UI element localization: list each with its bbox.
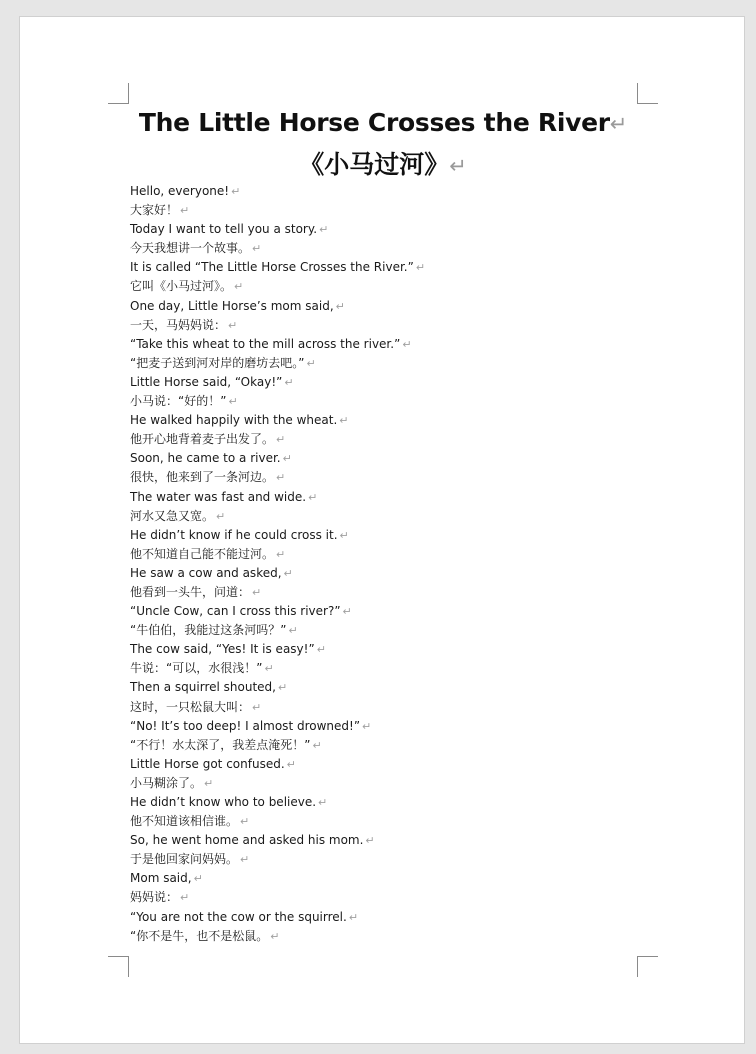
line-text[interactable]: He walked happily with the wheat. xyxy=(130,413,338,428)
paragraph-mark-icon: ↵ xyxy=(449,154,467,178)
paragraph-mark-icon: ↵ xyxy=(240,815,250,829)
line-text[interactable]: 小马糊涂了。 xyxy=(130,775,203,790)
paragraph-mark-icon: ↵ xyxy=(180,204,190,218)
document-line[interactable] xyxy=(130,373,630,392)
paragraph-mark-icon: ↵ xyxy=(335,299,345,313)
crop-mark-top-left xyxy=(108,83,129,104)
line-text[interactable]: Little Horse said, “Okay!” xyxy=(130,374,283,389)
paragraph-mark-icon: ↵ xyxy=(180,891,190,905)
document-line[interactable] xyxy=(130,698,630,717)
document-line[interactable] xyxy=(130,927,630,946)
document-line[interactable] xyxy=(130,411,630,430)
document-line[interactable] xyxy=(130,201,630,220)
line-text[interactable]: 他不知道该相信谁。 xyxy=(130,814,239,829)
line-text[interactable]: So, he went home and asked his mom. xyxy=(130,833,364,848)
document-line[interactable] xyxy=(130,220,630,239)
crop-mark-bottom-right xyxy=(637,956,658,977)
document-line[interactable] xyxy=(130,507,630,526)
paragraph-mark-icon: ↵ xyxy=(276,433,286,447)
line-text[interactable]: 他开心地背着麦子出发了。 xyxy=(130,432,275,447)
document-line[interactable] xyxy=(130,678,630,697)
document-line[interactable] xyxy=(130,335,630,354)
line-text[interactable]: The cow said, “Yes! It is easy!” xyxy=(130,642,315,657)
document-line[interactable] xyxy=(130,316,630,335)
document-page xyxy=(19,16,745,1044)
paragraph-mark-icon: ↵ xyxy=(252,585,262,599)
paragraph-mark-icon: ↵ xyxy=(216,509,226,523)
line-text[interactable]: 河水又急又宽。 xyxy=(130,508,215,523)
line-text[interactable]: 这时，一只松鼠大叫： xyxy=(130,699,251,714)
document-line[interactable] xyxy=(130,468,630,487)
line-text[interactable]: He saw a cow and asked, xyxy=(130,565,282,580)
document-line[interactable] xyxy=(130,621,630,640)
line-text[interactable]: 今天我想讲一个故事。 xyxy=(130,241,251,256)
paragraph-mark-icon: ↵ xyxy=(312,738,322,752)
document-line[interactable] xyxy=(130,297,630,316)
line-text[interactable]: 很快，他来到了一条河边。 xyxy=(130,470,275,485)
line-text[interactable]: “Take this wheat to the mill across the river.” xyxy=(130,336,401,351)
document-subtitle-text[interactable]: 《小马过河》 xyxy=(299,150,450,179)
line-text[interactable]: Hello, everyone! xyxy=(130,184,230,198)
paragraph-mark-icon: ↵ xyxy=(339,414,349,428)
paragraph-mark-icon: ↵ xyxy=(609,112,628,136)
paragraph-mark-icon: ↵ xyxy=(282,452,292,466)
line-text[interactable]: He didn’t know if he could cross it. xyxy=(130,527,338,542)
document-line[interactable] xyxy=(130,239,630,258)
crop-mark-bottom-left xyxy=(108,956,129,977)
line-text[interactable]: One day, Little Horse’s mom said, xyxy=(130,298,334,313)
document-line[interactable] xyxy=(130,869,630,888)
document-title[interactable] xyxy=(20,108,746,137)
document-body[interactable] xyxy=(130,182,630,946)
paragraph-mark-icon: ↵ xyxy=(319,223,329,237)
paragraph-mark-icon: ↵ xyxy=(316,643,326,657)
paragraph-mark-icon: ↵ xyxy=(306,356,316,370)
document-line[interactable] xyxy=(130,774,630,793)
document-title-text[interactable]: The Little Horse Crosses the River xyxy=(138,108,610,137)
document-subtitle[interactable] xyxy=(20,145,746,181)
document-line[interactable] xyxy=(130,449,630,468)
paragraph-mark-icon: ↵ xyxy=(240,853,250,867)
line-text[interactable]: 牛说：“可以，水很浅！” xyxy=(130,661,263,676)
paragraph-mark-icon: ↵ xyxy=(288,624,298,638)
document-line[interactable] xyxy=(130,354,630,373)
line-text[interactable]: “把麦子送到河对岸的磨坊去吧。” xyxy=(130,355,305,370)
paragraph-mark-icon: ↵ xyxy=(231,185,241,198)
line-text[interactable]: The water was fast and wide. xyxy=(130,489,307,504)
line-text[interactable]: 妈妈说： xyxy=(130,890,179,905)
paragraph-mark-icon: ↵ xyxy=(277,681,288,695)
paragraph-mark-icon: ↵ xyxy=(318,796,328,809)
line-text[interactable]: Then a squirrel shouted, xyxy=(130,680,276,695)
document-line[interactable] xyxy=(130,659,630,678)
line-text[interactable]: “你不是牛，也不是松鼠。 xyxy=(130,928,269,943)
document-line[interactable] xyxy=(130,545,630,564)
document-line[interactable] xyxy=(130,564,630,583)
line-text[interactable]: 它叫《小马过河》。 xyxy=(130,279,233,294)
line-text[interactable]: 一天，马妈妈说： xyxy=(130,317,227,332)
line-text[interactable]: Soon, he came to a river. xyxy=(130,451,281,466)
document-line[interactable] xyxy=(130,277,630,296)
document-line[interactable] xyxy=(130,831,630,850)
paragraph-mark-icon: ↵ xyxy=(264,662,274,676)
line-text[interactable]: “Uncle Cow, can I cross this river?” xyxy=(130,604,341,619)
line-text[interactable]: “No! It’s too deep! I almost drowned!” xyxy=(130,718,361,733)
paragraph-mark-icon: ↵ xyxy=(228,395,238,409)
document-line[interactable] xyxy=(130,488,630,507)
line-text[interactable]: 大家好！ xyxy=(130,203,179,218)
document-line[interactable] xyxy=(130,717,630,736)
paragraph-mark-icon: ↵ xyxy=(276,547,286,561)
paragraph-mark-icon: ↵ xyxy=(252,242,262,256)
line-text[interactable]: “不行！水太深了，我差点淹死！” xyxy=(130,737,311,752)
line-text[interactable]: It is called “The Little Horse Crosses the River.” xyxy=(130,260,414,275)
paragraph-mark-icon: ↵ xyxy=(348,910,359,924)
line-text[interactable]: He didn’t know who to believe. xyxy=(130,795,317,809)
document-line[interactable] xyxy=(130,850,630,869)
paragraph-mark-icon: ↵ xyxy=(415,261,426,275)
line-text[interactable]: 于是他回家问妈妈。 xyxy=(130,852,239,867)
paragraph-mark-icon: ↵ xyxy=(362,719,372,733)
paragraph-mark-icon: ↵ xyxy=(342,605,352,619)
document-line[interactable] xyxy=(130,812,630,831)
document-line[interactable] xyxy=(130,583,630,602)
document-line[interactable] xyxy=(130,736,630,755)
document-line[interactable] xyxy=(130,640,630,659)
document-line[interactable] xyxy=(130,258,630,277)
line-text[interactable]: Today I want to tell you a story. xyxy=(130,222,318,237)
line-text[interactable]: Mom said, xyxy=(130,871,192,886)
paragraph-mark-icon: ↵ xyxy=(286,757,296,771)
crop-mark-top-right xyxy=(637,83,658,104)
document-line[interactable] xyxy=(130,392,630,411)
line-text[interactable]: 他不知道自己能不能过河。 xyxy=(130,546,275,561)
paragraph-mark-icon: ↵ xyxy=(283,566,293,580)
paragraph-mark-icon: ↵ xyxy=(339,528,349,542)
paragraph-mark-icon: ↵ xyxy=(365,834,375,848)
paragraph-mark-icon: ↵ xyxy=(252,700,262,714)
document-line[interactable] xyxy=(130,602,630,621)
paragraph-mark-icon: ↵ xyxy=(284,375,294,389)
paragraph-mark-icon: ↵ xyxy=(308,490,318,504)
paragraph-mark-icon: ↵ xyxy=(402,337,412,351)
line-text[interactable]: Little Horse got confused. xyxy=(130,756,285,771)
line-text[interactable]: 小马说：“好的！” xyxy=(130,394,227,409)
paragraph-mark-icon: ↵ xyxy=(234,280,244,294)
document-line[interactable] xyxy=(130,182,630,201)
document-line[interactable] xyxy=(130,793,630,812)
paragraph-mark-icon: ↵ xyxy=(276,471,286,485)
line-text[interactable]: “牛伯伯，我能过这条河吗？” xyxy=(130,623,287,638)
document-line[interactable] xyxy=(130,908,630,927)
paragraph-mark-icon: ↵ xyxy=(204,776,214,790)
document-line[interactable] xyxy=(130,526,630,545)
line-text[interactable]: 他看到一头牛，问道： xyxy=(130,584,251,599)
paragraph-mark-icon: ↵ xyxy=(228,318,238,332)
line-text[interactable]: “You are not the cow or the squirrel. xyxy=(130,909,347,924)
document-line[interactable] xyxy=(130,430,630,449)
paragraph-mark-icon: ↵ xyxy=(270,929,280,943)
document-line[interactable] xyxy=(130,888,630,907)
document-line[interactable] xyxy=(130,755,630,774)
paragraph-mark-icon: ↵ xyxy=(193,872,203,886)
